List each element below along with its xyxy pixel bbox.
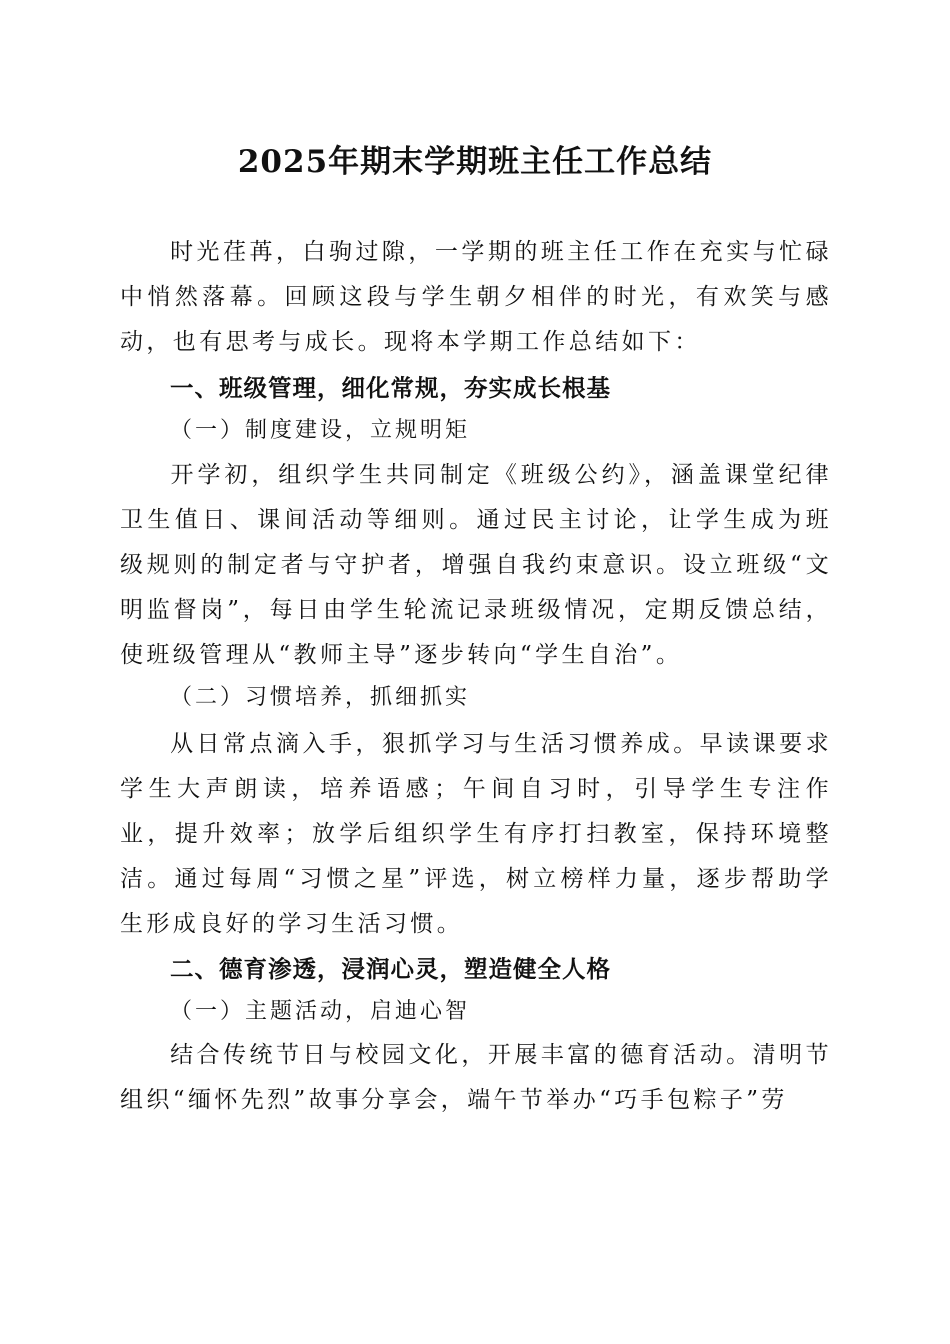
section-1-sub-1-paragraph [120, 453, 832, 678]
intro-paragraph [120, 230, 832, 365]
section-2-heading: 二、德育渗透，浸润心灵，塑造健全人格 [170, 955, 611, 983]
section-2-sub-1-paragraph [120, 1033, 832, 1123]
document-title: 2025年期末学期班主任工作总结 [237, 144, 713, 180]
section-2-sub-1-heading: （一）主题活动，启迪心智 [170, 999, 471, 1024]
section-1-sub-2-text: 从日常点滴入手，狠抓学习与生活习惯养成。早读课要求学生大声朗读，培养语感；午间自习时，引导学生专注作业，提升效率；放学后组织学生有序打扫教室，保持环境整洁。通过每周“习惯之星”评选，树立榜样力量，逐步帮助学生形成良好的学习生活习惯。 [120, 731, 832, 937]
section-1-sub-2-heading: （二）习惯培养，抓细抓实 [170, 685, 471, 710]
section-1-sub-1-text: 开学初，组织学生共同制定《班级公约》，涵盖课堂纪律卫生值日、课间活动等细则。通过民主讨论，让学生成为班级规则的制定者与守护者，增强自我约束意识。设立班级“文明监督岗”，每日由学生轮流记录班级情况，定期反馈总结，使班级管理从“教师主导”逐步转向“学生自治”。 [120, 462, 832, 668]
section-2-sub-1-text: 结合传统节日与校园文化，开展丰富的德育活动。清明节组织“缅怀先烈”故事分享会，端午节举办“巧手包粽子”劳 [120, 1042, 832, 1113]
section-1-sub-1-heading: （一）制度建设，立规明矩 [170, 418, 471, 443]
intro-text: 时光荏苒，白驹过隙，一学期的班主任工作在充实与忙碌中悄然落幕。回顾这段与学生朝夕相伴的时光，有欢笑与感动，也有思考与成长。现将本学期工作总结如下： [120, 239, 832, 355]
section-1-heading: 一、班级管理，细化常规，夯实成长根基 [170, 374, 611, 402]
section-1-sub-2-paragraph [120, 722, 832, 947]
